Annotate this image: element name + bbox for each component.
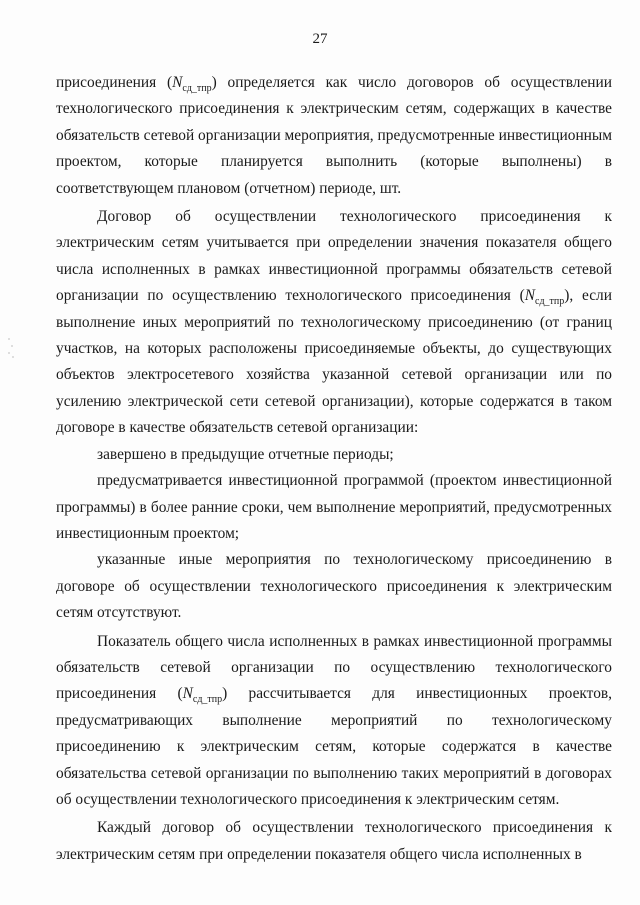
formula-symbol — [524, 287, 565, 308]
paragraph-3: завершено в предыдущие отчетные периоды; — [97, 445, 394, 463]
paragraph-7: Каждый договор об осуществлении технологического присоединения к электрическим сетям при определении показателя общего числа исполненных в — [56, 819, 612, 863]
paragraph-6-text-end: ) рассчитывается для инвестиционных проектов, предусматривающих выполнение мероприятий по технологическому присоединению к электрическим сетям, которые содержатся в качестве обязательства сетевой организации по выполнению таких мероприятий в договорах об осуществлении технологического присоединения к электрическим сетям. — [56, 685, 613, 808]
scan-artifact-mark — [6, 336, 16, 360]
paragraph-1 — [56, 70, 612, 202]
formula-symbol — [172, 74, 212, 94]
symbol-subscript: сд_тпр — [182, 83, 212, 94]
paragraph-1-text-start: присоединения ( — [56, 74, 173, 91]
paragraph-1-text-end: ) определяется как число договоров об осуществлении технологического присоединения к электрическим сетям, содержащих в качестве обязательств сетевой организации мероприятия, предусмотренные инвестиционным проектом, которые планируется выполнить (которые выполнены) в соответствующем плановом (отчетном) периоде, шт. — [56, 74, 613, 197]
document-body — [56, 70, 612, 868]
symbol-subscript: сд_тпр — [535, 296, 565, 308]
page-number: 27 — [312, 31, 328, 47]
paragraph-2-text-start: Договор об осуществлении технологического присоединения к электрическим сетям учитывается при определении значения показателя общего числа исполненных в рамках инвестиционной программы обязательств сетевой организации по осуществлению технологического присоединения ( — [56, 208, 612, 305]
symbol-letter: N — [172, 74, 183, 91]
paragraph-2-text-end: ), если выполнение иных мероприятий по технологическому присоединению (от границ участков, на которых расположены присоединяемые объекты, до существующих объектов электросетевого хозяйства указанной сетевой организации или по усилению электрической сети сетевой организации), которые содержатся в таком договоре в качестве обязательств сетевой организации: — [56, 287, 612, 437]
paragraph-6 — [56, 629, 612, 814]
paragraph-5: указанные иные мероприятия по технологическому присоединению в договоре об осуществлении технологического присоединения к электрическим сетям отсутствуют. — [56, 551, 612, 622]
paragraph-6-text-start: Показатель общего числа исполненных в рамках инвестиционной программы обязательств сетевой организации по осуществлению технологического присоединения ( — [56, 632, 612, 703]
paragraph-2 — [56, 204, 612, 442]
symbol-letter: N — [524, 287, 536, 305]
symbol-subscript: сд_тпр — [192, 694, 223, 706]
formula-symbol — [182, 685, 223, 706]
symbol-letter: N — [182, 685, 193, 703]
paragraph-4: предусматривается инвестиционной программой (проектом инвестиционной программы) в более ранние сроки, чем выполнение мероприятий, предусмотренных инвестиционным проектом; — [56, 472, 612, 542]
